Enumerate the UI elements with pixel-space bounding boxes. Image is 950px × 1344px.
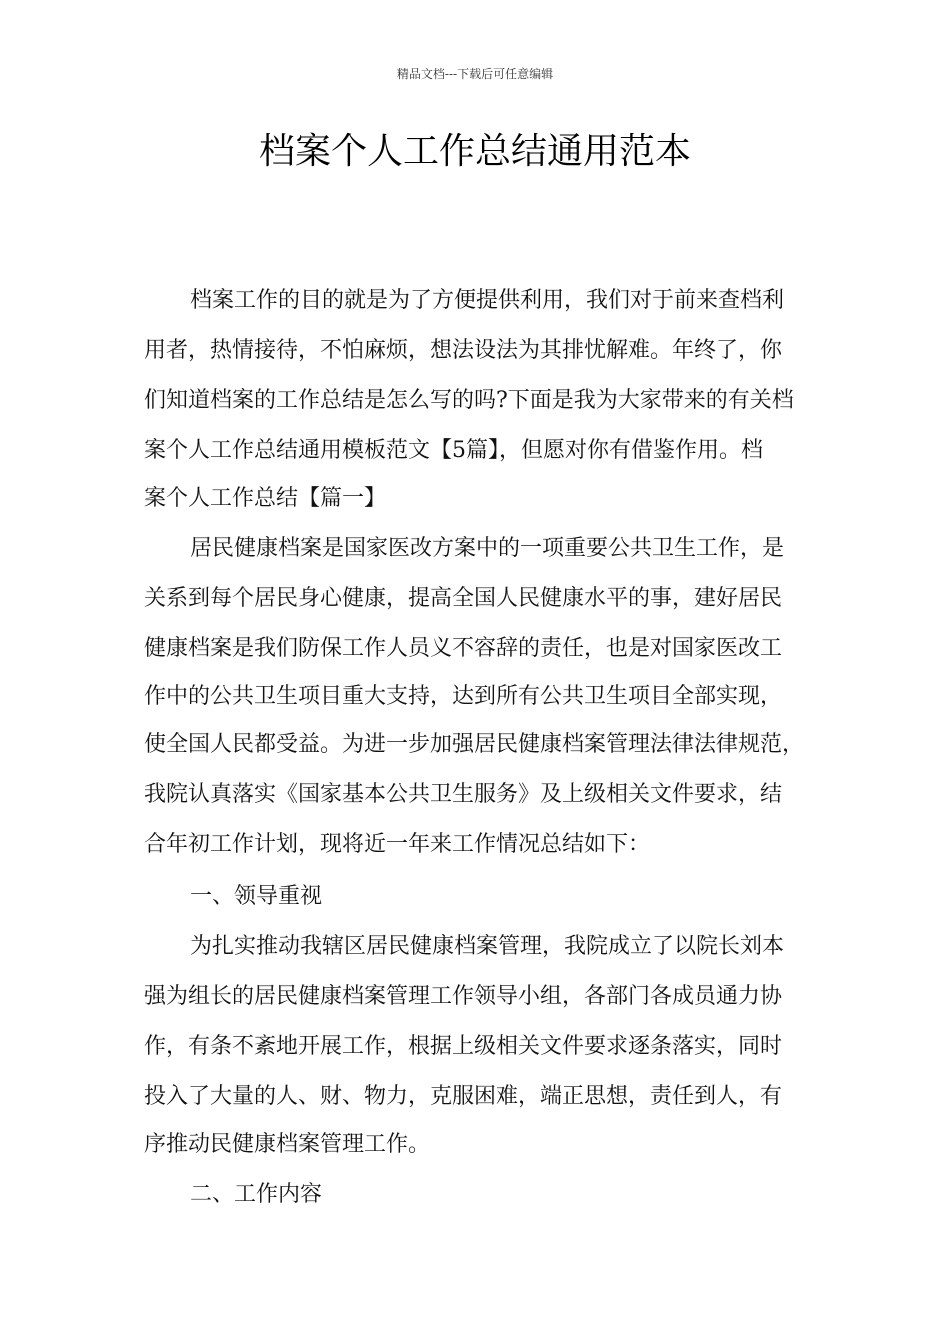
paragraph-line: 作，有条不紊地开展工作，根据上级相关文件要求逐条落实，同时 — [144, 1034, 783, 1059]
paragraph-line: 用者，热情接待，不怕麻烦，想法设法为其排忧解难。年终了，你 — [144, 338, 783, 363]
paragraph-line: 案个人工作总结【篇一】 — [144, 486, 387, 511]
section-heading: 一、领导重视 — [190, 884, 323, 909]
paragraph-line: 投入了大量的人、财、物力，克服困难，端正思想，责任到人，有 — [144, 1084, 783, 1109]
header-note: 精品文档---下载后可任意编辑 — [396, 67, 554, 81]
paragraph-line: 序推动民健康档案管理工作。 — [144, 1132, 431, 1157]
paragraph-line: 我院认真落实《国家基本公共卫生服务》及上级相关文件要求，结 — [144, 782, 783, 807]
paragraph-line: 案个人工作总结通用模板范文【5篇】，但愿对你有借鉴作用。档 — [144, 438, 763, 463]
paragraph-line: 居民健康档案是国家医改方案中的一项重要公共卫生工作，是 — [190, 536, 785, 561]
paragraph-line: 健康档案是我们防保工作人员义不容辞的责任，也是对国家医改工 — [144, 636, 783, 661]
section-heading: 二、工作内容 — [190, 1182, 323, 1207]
paragraph-line: 使全国人民都受益。为进一步加强居民健康档案管理法律法律规范， — [144, 732, 805, 757]
page-title: 档案个人工作总结通用范本 — [258, 131, 691, 172]
paragraph-line: 为扎实推动我辖区居民健康档案管理，我院成立了以院长刘本 — [190, 934, 785, 959]
paragraph-line: 强为组长的居民健康档案管理工作领导小组，各部门各成员通力协 — [144, 984, 783, 1009]
paragraph-line: 们知道档案的工作总结是怎么写的吗?下面是我为大家带来的有关档 — [144, 388, 794, 413]
paragraph-line: 档案工作的目的就是为了方便提供利用，我们对于前来查档利 — [190, 288, 785, 313]
paragraph-line: 作中的公共卫生项目重大支持，达到所有公共卫生项目全部实现， — [144, 684, 783, 709]
paragraph-line: 合年初工作计划，现将近一年来工作情况总结如下： — [144, 832, 651, 857]
paragraph-line: 关系到每个居民身心健康，提高全国人民健康水平的事，建好居民 — [144, 586, 783, 611]
